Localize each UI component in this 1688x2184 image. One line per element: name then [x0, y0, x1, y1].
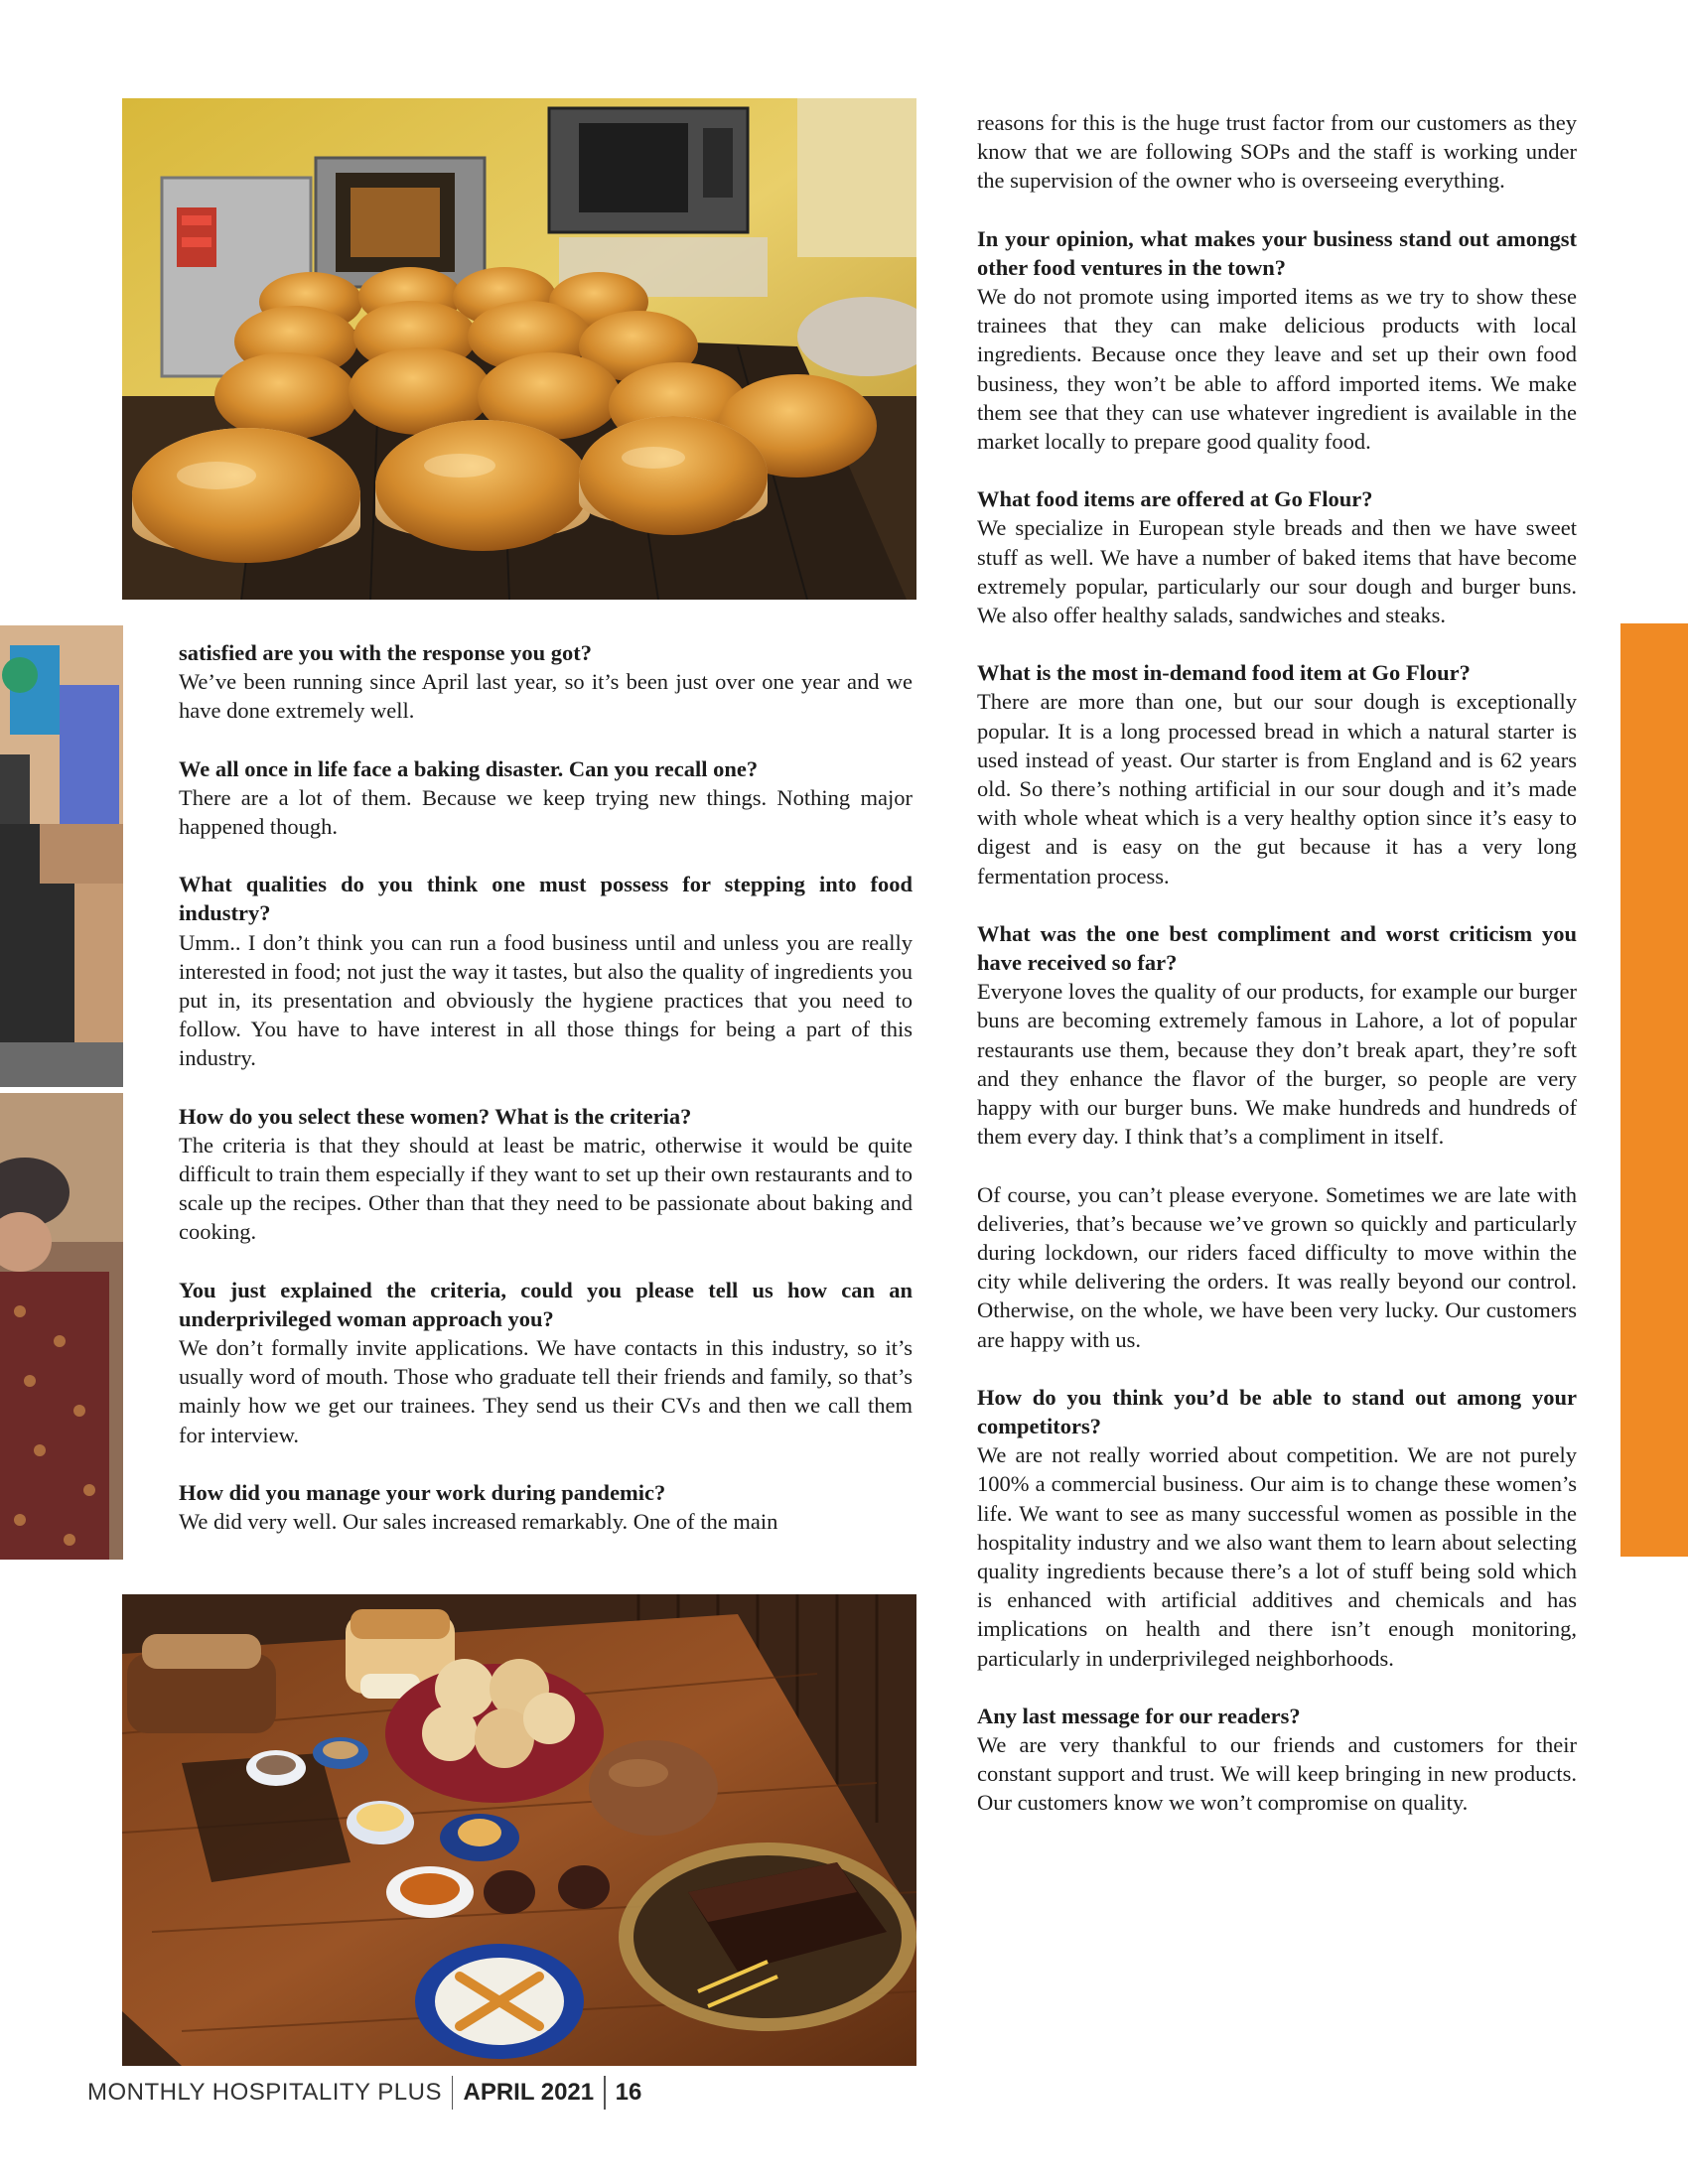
answer: We’ve been running since April last year, so it’s been just over one year and we have done extremely well. — [179, 669, 913, 724]
answer: We did very well. Our sales increased remarkably. One of the main — [179, 1509, 778, 1535]
question: Any last message for our readers? — [977, 1703, 1301, 1728]
footer-divider — [452, 2076, 454, 2110]
answer: We do not promote using imported items as we try to show these trainees that they can make delicious products with local ingredients. Because once they leave and set up their own food business, they won’t be able to afford imported items. We make them see that they can use whatever ingredient is available in the market locally to prepare good quality food. — [977, 284, 1577, 455]
right-text-column — [977, 108, 1577, 1818]
question: What qualities do you think one must possess for stepping into food industry? — [179, 872, 913, 926]
question: In your opinion, what makes your business stand out amongst other food ventures in the town? — [977, 225, 1577, 280]
question: How did you manage your work during pandemic? — [179, 1479, 666, 1505]
publication-name: MONTHLY HOSPITALITY PLUS — [87, 2079, 442, 2106]
baked-goods-table-photo — [122, 1594, 916, 2066]
orange-accent-bar — [1620, 623, 1688, 1557]
answer: The criteria is that they should at least be matric, otherwise it would be quite difficult to train them especially if they want to set up their own restaurants and to scale up the recipes. Other than that they need to be passionate about baking and cooking. — [179, 1132, 913, 1245]
question: What was the one best compliment and worst criticism you have received so far? — [977, 920, 1577, 976]
question: We all once in life face a baking disaster. Can you recall one? — [179, 755, 759, 781]
question: How do you select these women? What is the criteria? — [179, 1103, 692, 1129]
question: How do you think you’d be able to stand out among your competitors? — [977, 1384, 1577, 1438]
question: You just explained the criteria, could you please tell us how can an underprivileged woman approach you? — [179, 1277, 913, 1331]
answer: Everyone loves the quality of our products, for example our burger buns are becoming extremely famous in Lahore, a lot of popular restaurants use them, because they don’t break apart, they’re soft and they enhance the flavor of the burger, so people are very happy with our burger buns. We make hundreds and hundreds of them every day. I think that’s a compliment in itself. — [977, 979, 1577, 1150]
issue-date: APRIL 2021 — [463, 2079, 595, 2106]
left-text-column — [179, 638, 913, 1536]
answer: There are more than one, but our sour dough is exceptionally popular. It is a long processed bread in which a natural starter is used instead of yeast. Our starter is from England and is 62 years old. So there’s nothing artificial in our sour dough and it’s made with whole wheat which is a very healthy option since it’s easy to digest and is easy on the gut because it has a very long fermentation process. — [977, 689, 1577, 888]
answer: reasons for this is the huge trust factor from our customers as they know that we are following SOPs and the staff is working under the supervision of the owner who is overseeing everything. — [977, 110, 1577, 194]
portrait-strip-bottom — [0, 1093, 123, 1560]
answer: We are not really worried about competition. We are not purely 100% a commercial business. Our aim is to change these women’s life. We want to see as many successful women as possible in the hospitality industry and we also want them to learn about selecting quality ingredients because there’s a lot of stuff being sold which is enhanced with artificial additives and chemicals and has implications on health and there isn’t enough monitoring, particularly in underprivileged neighborhoods. — [977, 1442, 1577, 1671]
footer-divider — [604, 2076, 606, 2110]
question: What is the most in-demand food item at Go Flour? — [977, 660, 1471, 686]
answer: We specialize in European style breads and then we have sweet stuff as well. We have a number of baked items that have become extremely popular, particularly our sour dough and burger buns. We also offer healthy salads, sandwiches and steaks. — [977, 515, 1577, 628]
answer: We don’t formally invite applications. We have contacts in this industry, so it’s usually word of mouth. Those who graduate tell their friends and family, so that’s mainly how we get our trainees. They send us their CVs and then we call them for interview. — [179, 1335, 913, 1447]
answer: We are very thankful to our friends and customers for their constant support and trust. We will keep bringing in new products. Our customers know we won’t compromise on quality. — [977, 1731, 1577, 1816]
answer: There are a lot of them. Because we keep trying new things. Nothing major happened though. — [179, 784, 913, 840]
page-footer — [87, 2075, 641, 2111]
portrait-strip-top — [0, 625, 123, 1087]
answer: Of course, you can’t please everyone. Sometimes we are late with deliveries, that’s because we’ve grown so quickly and particularly during lockdown, our riders faced difficulty to move within the city while delivering the orders. It was really beyond our control. Otherwise, on the whole, we have been very lucky. Our customers are happy with us. — [977, 1181, 1577, 1352]
question: satisfied are you with the response you got? — [179, 640, 593, 665]
answer: Umm.. I don’t think you can run a food business until and unless you are really interested in food; not just the way it tastes, but also the quality of ingredients you put in, its presentation and obviously the hygiene practices that you need to follow. You have to have interest in all those things for being a part of this industry. — [179, 929, 913, 1071]
page-number: 16 — [615, 2079, 642, 2106]
burger-buns-photo — [122, 98, 916, 600]
question: What food items are offered at Go Flour? — [977, 486, 1373, 512]
